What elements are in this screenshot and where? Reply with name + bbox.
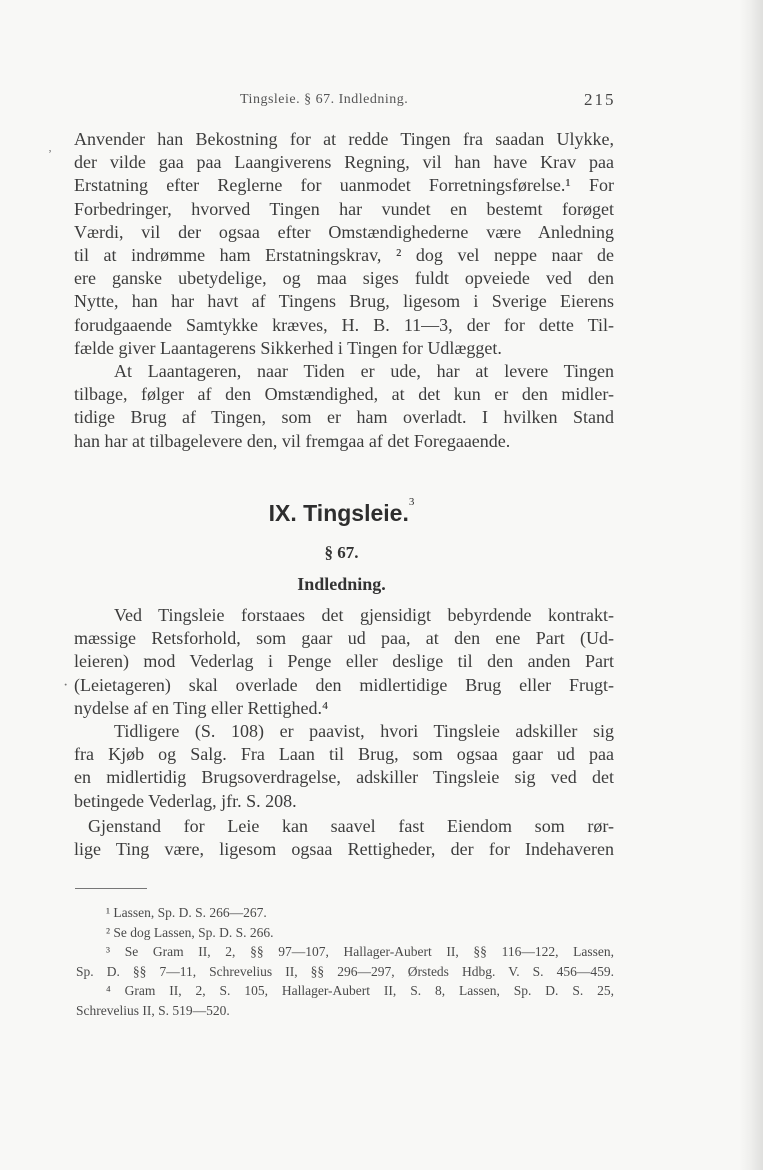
text-line: forudgaaende Samtykke kræves, H. B. 11—3, der for dette Til-: [74, 314, 614, 335]
text-line: At Laantageren, naar Tiden er ude, har at levere Tingen: [114, 361, 614, 381]
chapter-footnote-marker: 3: [408, 496, 415, 508]
footnote-1: ¹ Lassen, Sp. D. S. 266—267.: [106, 905, 267, 920]
text-line: betingede Vederlag, jfr. S. 208.: [74, 790, 297, 811]
text-line: han har at tilbagelevere den, vil fremgaa af det Foregaaende.: [74, 430, 511, 451]
chapter-title-text: IX. Tingsleie.: [268, 500, 409, 526]
running-head: Tingsleie. § 67. Indledning.: [240, 92, 409, 107]
text-line: Tidligere (S. 108) er paavist, hvori Tingsleie adskiller sig: [114, 721, 614, 741]
text-line: leieren) mod Vederlag i Penge eller deslige til den anden Part: [74, 651, 614, 672]
text-line: Anvender han Bekostning for at redde Tingen fra saadan Ulykke,: [74, 129, 614, 149]
section-number: § 67.: [324, 543, 359, 562]
footnote-3: ³ Se Gram II, 2, §§ 97—107, Hallager-Aubert II, §§ 116—122, Lassen,: [106, 944, 614, 960]
text-line: Gjenstand for Leie kan saavel fast Eiendom som rør-: [88, 816, 614, 836]
text-line: Værdi, vil der ogsaa efter Omstændighederne være Anledning: [74, 221, 614, 242]
section-heading: Indledning.: [297, 574, 386, 594]
paragraph-4: [74, 720, 614, 813]
paragraph-1: [74, 128, 614, 360]
text-line: (Leietageren) skal overlade den midlertidige Brug eller Frugt-: [74, 674, 614, 695]
footnotes: [76, 903, 614, 1021]
text-line: Forbedringer, hvorved Tingen har vundet en bestemt forøget: [74, 198, 614, 219]
text-line: Nytte, han har havt af Tingens Brug, ligesom i Sverige Eierens: [74, 291, 614, 312]
paragraph-5: [74, 815, 614, 861]
text-line: ere ganske ubetydelige, og maa siges fuldt opveiede ved den: [74, 268, 614, 289]
footnote-3-continued: Sp. D. §§ 7—11, Schrevelius II, §§ 296—297, Ørsteds Hdbg. V. S. 456—459.: [76, 963, 614, 979]
margin-mark-top: ‚: [48, 140, 52, 154]
footnote-rule: [75, 888, 147, 889]
text-line: lige Ting være, ligesom ogsaa Rettigheder, der for Indehaveren: [74, 839, 614, 860]
paragraph-2: [74, 360, 614, 453]
text-line: der vilde gaa paa Laangiverens Regning, vil han have Krav paa: [74, 152, 614, 173]
text-line: Erstatning efter Reglerne for uanmodet Forretningsførelse.¹ For: [74, 175, 614, 196]
text-line: en midlertidig Brugsoverdragelse, adskiller Tingsleie sig ved det: [74, 767, 614, 788]
paragraph-3: [74, 604, 614, 720]
page-number: 215: [584, 90, 616, 109]
text-line: tidige Brug af Tingen, som er ham overladt. I hvilken Stand: [74, 407, 614, 428]
text-line: nydelse af en Ting eller Rettighed.⁴: [74, 697, 329, 718]
text-line: fælde giver Laantagerens Sikkerhed i Tingen for Udlægget.: [74, 337, 502, 358]
footnote-4: ⁴ Gram II, 2, S. 105, Hallager-Aubert II, S. 8, Lassen, Sp. D. S. 25,: [106, 983, 614, 999]
footnote-4-continued: Schrevelius II, S. 519—520.: [76, 1002, 230, 1018]
page-edge-shadow: [739, 0, 763, 1170]
text-line: Ved Tingsleie forstaaes det gjensidigt bebyrdende kontrakt-: [114, 605, 614, 625]
chapter-title: [0, 496, 683, 527]
margin-mark-left: ·: [63, 677, 69, 694]
text-line: mæssige Retsforhold, som gaar ud paa, at den ene Part (Ud-: [74, 628, 614, 649]
text-line: tilbage, følger af den Omstændighed, at det kun er den midler-: [74, 384, 614, 405]
text-line: til at indrømme ham Erstatningskrav, ² dog vel neppe naar de: [74, 244, 614, 265]
text-line: fra Kjøb og Salg. Fra Laan til Brug, som ogsaa gaar ud paa: [74, 744, 614, 765]
footnote-2: ² Se dog Lassen, Sp. D. S. 266.: [106, 924, 274, 940]
